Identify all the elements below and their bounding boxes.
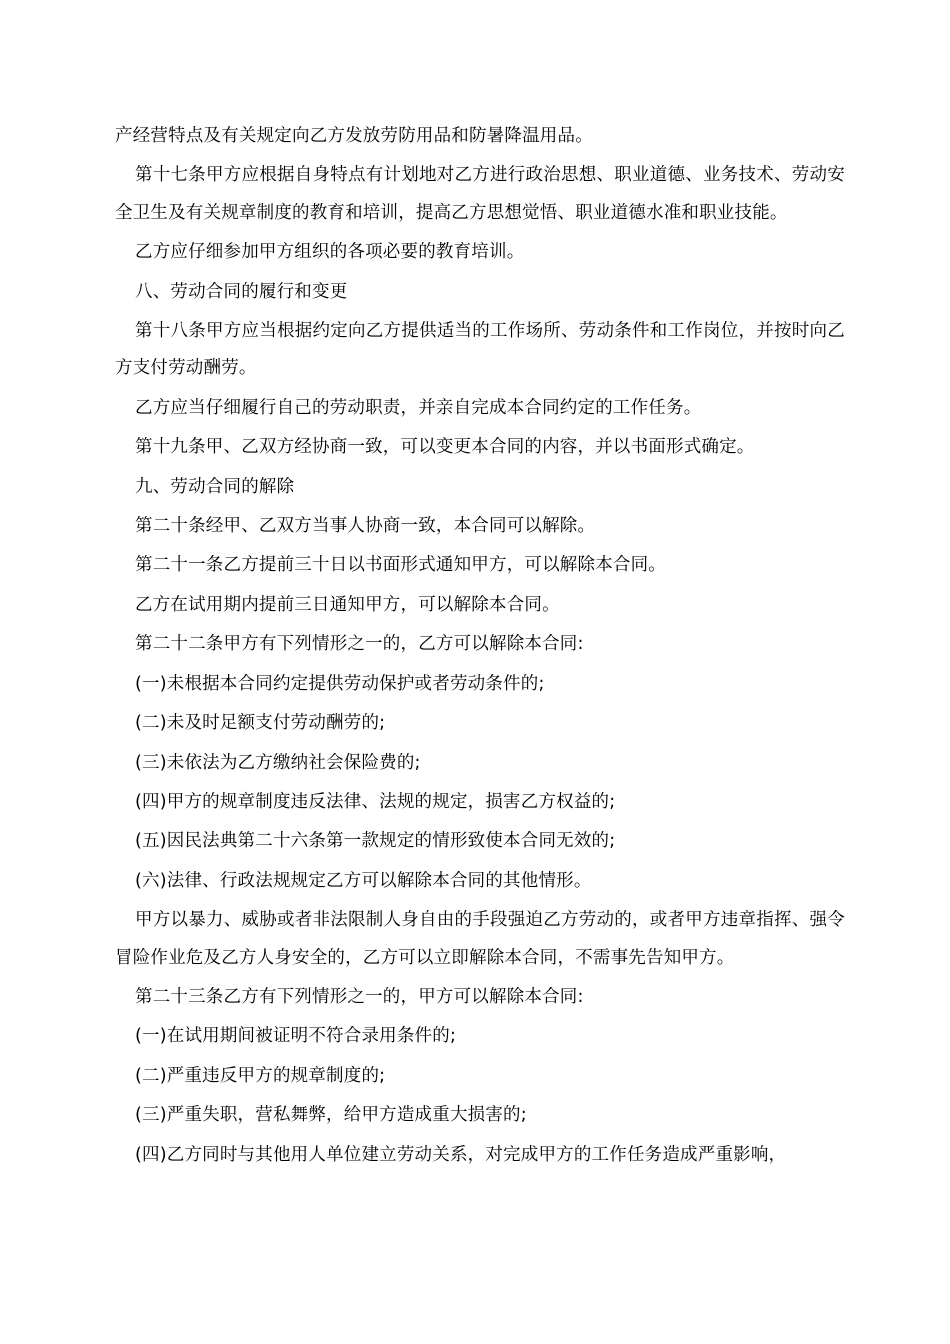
list-item: (二)未及时足额支付劳动酬劳的; — [135, 713, 386, 734]
paragraph: 乙方在试用期内提前三日通知甲方，可以解除本合同。 — [135, 594, 560, 615]
paragraph: 第十七条甲方应根据自身特点有计划地对乙方进行政治思想、职业道德、业务技术、劳动安全卫生及有关规章制度的教育和培训，提高乙方思想觉悟、职业道德水准和职业技能。 — [115, 165, 845, 223]
paragraph: 第二十一条乙方提前三十日以书面形式通知甲方，可以解除本合同。 — [135, 555, 666, 576]
list-item: (五)因民法典第二十六条第一款规定的情形致使本合同无效的; — [135, 831, 616, 852]
paragraph: 第十八条甲方应当根据约定向乙方提供适当的工作场所、劳动条件和工作岗位，并按时向乙方支付劳动酬劳。 — [115, 321, 845, 379]
list-item: (四)甲方的规章制度违反法律、法规的规定，损害乙方权益的; — [135, 791, 616, 812]
paragraph: 甲方以暴力、威胁或者非法限制人身自由的手段强迫乙方劳动的，或者甲方违章指挥、强令冒险作业危及乙方人身安全的，乙方可以立即解除本合同，不需事先告知甲方。 — [115, 910, 845, 968]
section-heading: 九、劳动合同的解除 — [135, 476, 295, 497]
list-item: (二)严重违反甲方的规章制度的; — [135, 1065, 386, 1086]
paragraph: 第二十三条乙方有下列情形之一的，甲方可以解除本合同: — [135, 986, 584, 1007]
paragraph: 乙方应当仔细履行自己的劳动职责，并亲自完成本合同约定的工作任务。 — [135, 397, 702, 418]
list-item: (一)在试用期间被证明不符合录用条件的; — [135, 1026, 457, 1047]
list-item: (三)严重失职，营私舞弊，给甲方造成重大损害的; — [135, 1105, 527, 1126]
paragraph: 第十九条甲、乙双方经协商一致，可以变更本合同的内容，并以书面形式确定。 — [135, 437, 755, 458]
list-item: (一)未根据本合同约定提供劳动保护或者劳动条件的; — [135, 673, 545, 694]
list-item: (四)乙方同时与其他用人单位建立劳动关系，对完成甲方的工作任务造成严重影响， — [135, 1144, 787, 1165]
paragraph: 第二十条经甲、乙双方当事人协商一致，本合同可以解除。 — [135, 516, 596, 537]
section-heading: 八、劳动合同的履行和变更 — [135, 281, 348, 302]
list-item: (三)未依法为乙方缴纳社会保险费的; — [135, 752, 421, 773]
paragraph: 第二十二条甲方有下列情形之一的，乙方可以解除本合同: — [135, 634, 584, 655]
paragraph: 产经营特点及有关规定向乙方发放劳防用品和防暑降温用品。 — [115, 126, 593, 146]
document-body — [115, 118, 845, 1176]
paragraph: 乙方应仔细参加甲方组织的各项必要的教育培训。 — [135, 242, 525, 263]
list-item: (六)法律、行政法规规定乙方可以解除本合同的其他情形。 — [135, 870, 592, 891]
